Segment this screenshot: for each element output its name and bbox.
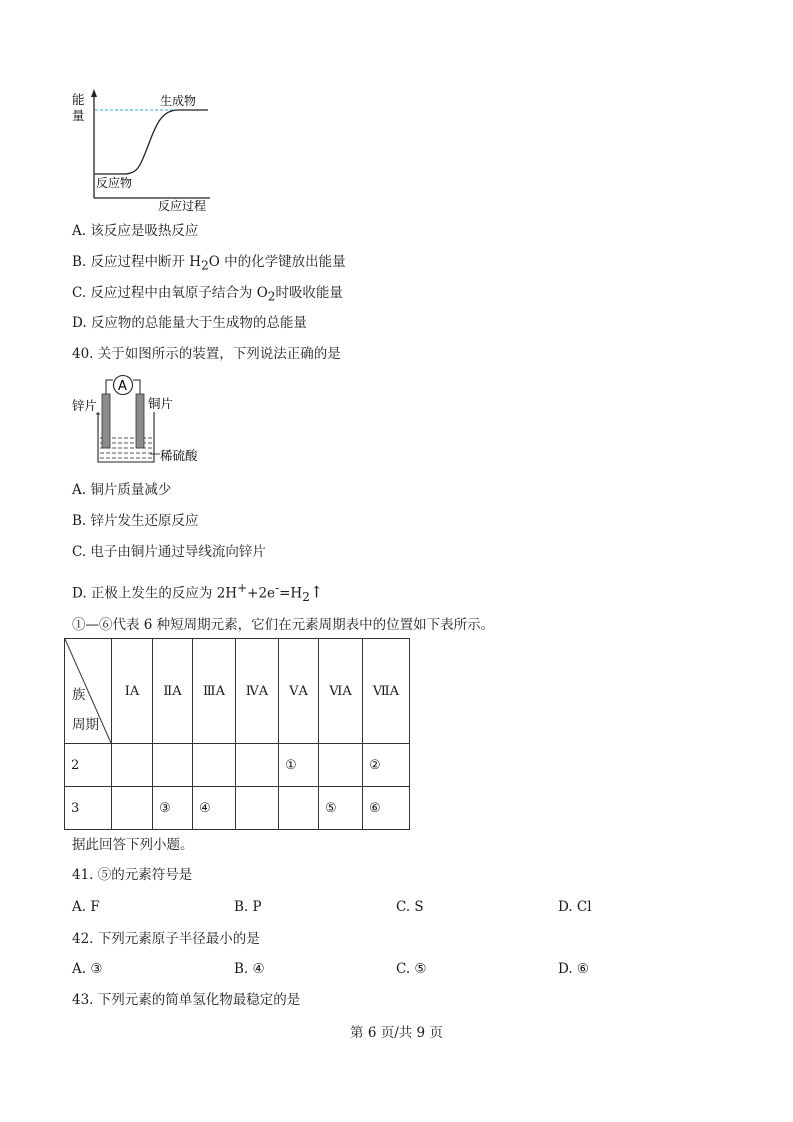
q39-option-b: B. 反应过程中断开 $H_2O$ 中的化学键放出能量 (72, 254, 346, 273)
table-cell: ① (279, 744, 319, 787)
periodic-position-table (64, 638, 410, 830)
energy-diagram (70, 88, 220, 212)
corner-group-label: 族 (72, 687, 86, 703)
q43-stem: 43. 下列元素的简单氢化物最稳定的是 (72, 992, 301, 1008)
q41-option-c: C. S (396, 899, 424, 915)
q41-option-a: A. F (72, 899, 100, 915)
acid-label: 稀硫酸 (160, 448, 198, 463)
q40-option-c: C. 电子由铜片通过导线流向锌片 (72, 544, 266, 560)
q39-option-a: A. 该反应是吸热反应 (72, 223, 199, 239)
product-label: 生成物 (160, 94, 197, 108)
x-axis-label: 反应过程 (158, 199, 207, 212)
galvanic-cell-diagram (70, 372, 220, 472)
q42-option-a: A. ③ (72, 961, 103, 977)
q40-option-b: B. 锌片发生还原反应 (72, 513, 199, 529)
q39-option-c: C. 反应过程中由氧原子结合为 $O_2$时吸收能量 (72, 285, 343, 304)
zinc-electrode (102, 394, 110, 448)
table-header-row (65, 639, 410, 744)
table-cell (236, 744, 279, 787)
q39-option-d: D. 反应物的总能量大于生成物的总能量 (72, 315, 307, 331)
q40-option-d: D. 正极上发生的反应为 $2H^++2e^-=H_2↑$ (72, 581, 324, 605)
table-cell (153, 744, 193, 787)
table-corner-cell (65, 639, 112, 744)
energy-axis-label-1: 能 (72, 92, 85, 107)
ammeter-label: A (118, 379, 127, 394)
table-cell: ⑥ (363, 787, 410, 830)
header-group: ⅠA (112, 639, 153, 744)
header-group: ⅡA (153, 639, 193, 744)
corner-period-label: 周期 (72, 717, 99, 733)
zinc-label: 锌片 (72, 398, 98, 413)
header-group: ⅦA (363, 639, 410, 744)
table-cell (319, 744, 363, 787)
table-cell (112, 787, 153, 830)
table-cell (279, 787, 319, 830)
table-intro: ①—⑥代表 6 种短周期元素，它们在元素周期表中的位置如下表所示。 (72, 617, 495, 633)
energy-axis-label-2: 量 (72, 108, 85, 123)
table-cell: ③ (153, 787, 193, 830)
copper-electrode (136, 394, 144, 448)
y-axis-arrow (91, 89, 97, 97)
table-cell (193, 744, 236, 787)
period-number: 3 (65, 787, 112, 830)
q42-stem: 42. 下列元素原子半径最小的是 (72, 931, 260, 947)
header-group: ⅢA (193, 639, 236, 744)
q40-option-a: A. 铜片质量减少 (72, 482, 172, 498)
energy-curve (94, 110, 208, 174)
q42-option-b: B. ④ (234, 961, 265, 977)
q41-option-d: D. Cl (558, 899, 592, 915)
header-group: ⅣA (236, 639, 279, 744)
q40-stem: 40. 关于如图所示的装置，下列说法正确的是 (72, 346, 341, 362)
header-group: ⅤA (279, 639, 319, 744)
table-cell: ② (363, 744, 410, 787)
page-footer: 第 6 页/共 9 页 (350, 1025, 443, 1041)
table-cell (112, 744, 153, 787)
after-table-text: 据此回答下列小题。 (72, 837, 194, 853)
q42-option-d: D. ⑥ (558, 961, 590, 977)
table-row-period-3 (65, 787, 410, 830)
q42-option-c: C. ⑤ (396, 961, 427, 977)
reactant-label: 反应物 (96, 176, 133, 190)
q41-option-b: B. P (234, 899, 262, 915)
table-row-period-2 (65, 744, 410, 787)
table-cell: ⑤ (319, 787, 363, 830)
period-number: 2 (65, 744, 112, 787)
q41-stem: 41. ⑤的元素符号是 (72, 867, 193, 883)
copper-label: 铜片 (148, 396, 174, 411)
header-group: ⅥA (319, 639, 363, 744)
table-cell (236, 787, 279, 830)
table-cell: ④ (193, 787, 236, 830)
